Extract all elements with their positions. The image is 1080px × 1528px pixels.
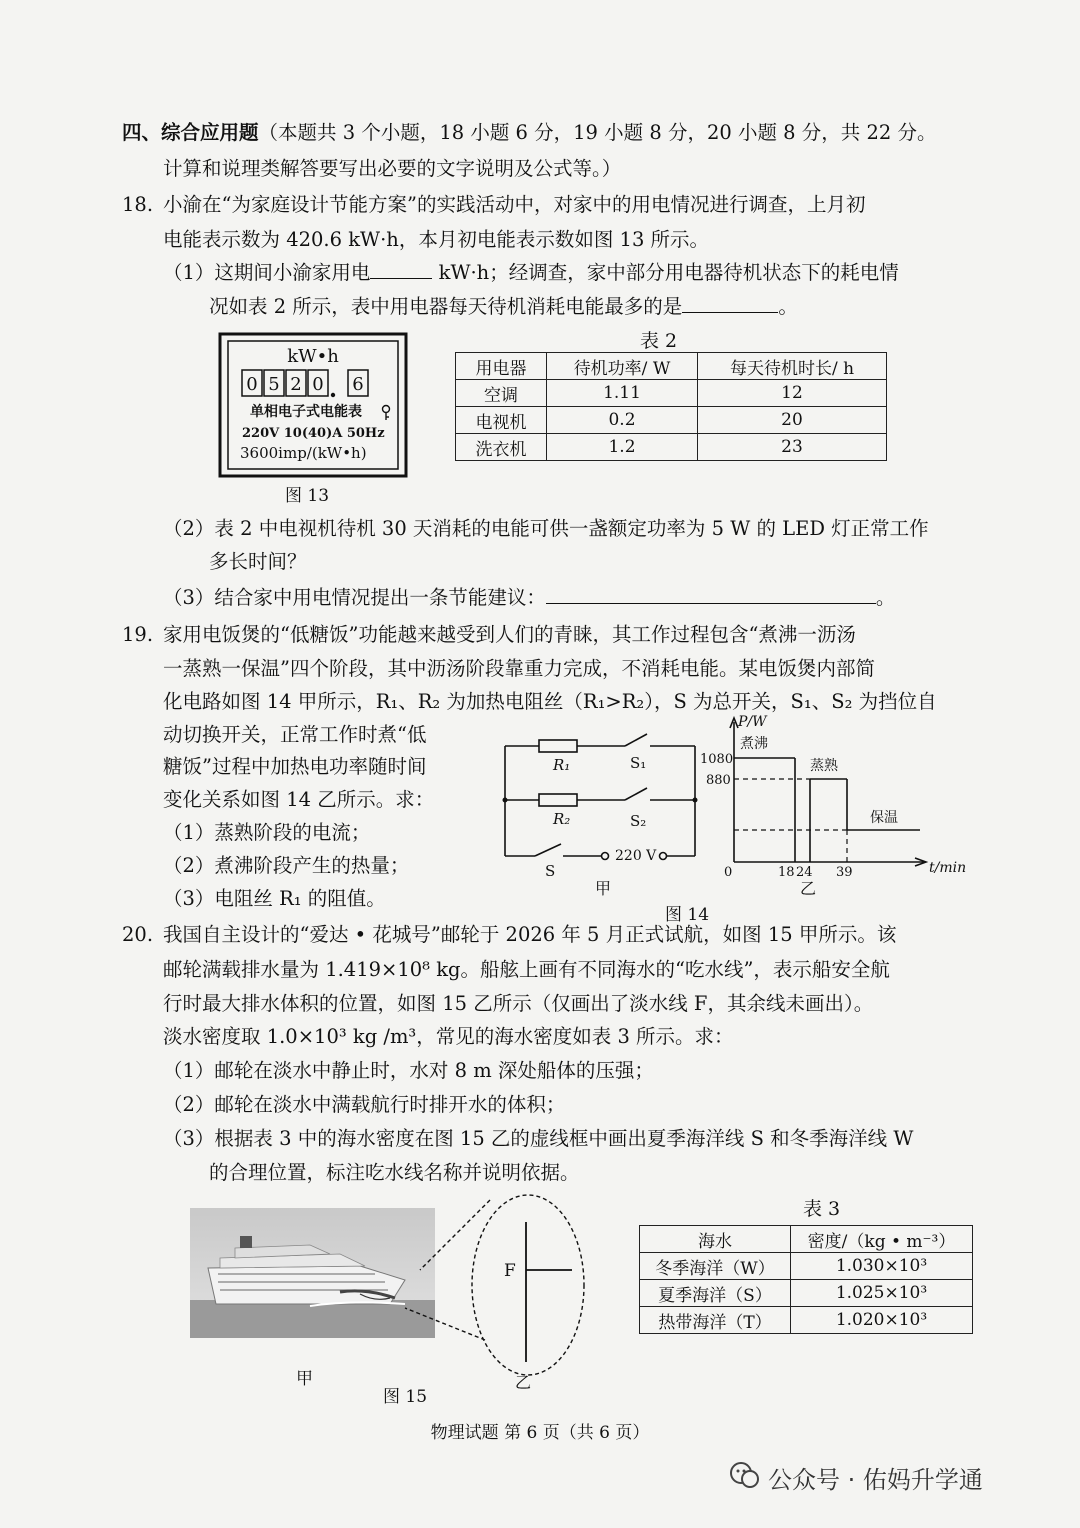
q19-line2: 一蒸熟一保温”四个阶段，其中沥汤阶段靠重力完成，不消耗电能。某电饭煲内部简 — [163, 657, 875, 680]
switch-s2 — [625, 788, 647, 800]
svg-text:880: 880 — [706, 773, 731, 788]
q20-line4: 淡水密度取 1.0×10³ kg /m³，常见的海水密度如表 3 所示。求： — [163, 1025, 734, 1048]
page-footer: 物理试题 第 6 页（共 6 页） — [430, 1423, 650, 1443]
answer-blank[interactable] — [370, 260, 432, 279]
meter-digits — [242, 370, 368, 397]
photo-sub-caption: 甲 — [296, 1369, 313, 1389]
svg-text:0: 0 — [246, 374, 258, 395]
svg-text:t/min: t/min — [929, 860, 967, 876]
q18-part2-cont: 多长时间？ — [209, 550, 307, 573]
table-row: 电视机 0.2 20 — [456, 407, 887, 434]
zoom-line — [420, 1200, 490, 1270]
svg-text:39: 39 — [836, 865, 853, 880]
svg-text:220 V: 220 V — [615, 848, 657, 864]
power-time-graph — [700, 712, 975, 898]
svg-text:R₂: R₂ — [553, 810, 571, 828]
table-row: 冬季海洋（W） 1.030×10³ — [640, 1253, 973, 1280]
svg-text:2: 2 — [290, 374, 302, 395]
table-2 — [455, 352, 887, 461]
q19-line3: 化电路如图 14 甲所示，R₁、R₂ 为加热电阻丝（R₁>R₂），S 为总开关，S₁、S₂ 为挡位自 — [163, 690, 937, 713]
switch-s1 — [625, 734, 647, 746]
q19-line6: 变化关系如图 14 乙所示。求： — [163, 788, 435, 811]
table-3-caption: 表 3 — [803, 1198, 841, 1220]
table-row: 洗衣机 1.2 23 — [456, 434, 887, 461]
q18-line2: 电能表示数为 420.6 kW·h，本月初电能表示数如图 13 所示。 — [163, 228, 710, 251]
resistor-r2 — [539, 794, 577, 806]
freshwater-line-label: F — [504, 1261, 516, 1281]
answer-blank[interactable] — [546, 585, 876, 604]
table-row: 空调 1.11 12 — [456, 380, 887, 407]
svg-text:甲: 甲 — [595, 879, 612, 896]
figure-13-caption: 图 13 — [285, 486, 330, 506]
q18-line1: 小渝在“为家庭设计节能方案”的实践活动中，对家中的用电情况进行调查，上月初 — [163, 193, 866, 216]
svg-text:S₂: S₂ — [630, 812, 647, 830]
svg-text:24: 24 — [796, 865, 813, 880]
svg-text:220V 10(40)A 50Hz: 220V 10(40)A 50Hz — [242, 426, 385, 441]
svg-text:乙: 乙 — [800, 879, 817, 898]
answer-blank[interactable] — [682, 294, 778, 313]
q18-number: 18. — [122, 193, 154, 216]
table-3 — [639, 1225, 973, 1334]
q20-line3: 行时最大排水体积的位置，如图 15 乙所示（仅画出了淡水线 F，其余线未画出）。 — [163, 992, 874, 1015]
q20-sub1: （1）邮轮在淡水中静止时，水对 8 m 深处船体的压强； — [163, 1059, 654, 1082]
section-intro: 计算和说理类解答要写出必要的文字说明及公式等。） — [163, 157, 622, 180]
svg-text:5: 5 — [268, 374, 280, 395]
zoom-line — [405, 1308, 485, 1340]
circuit-diagram — [495, 726, 705, 896]
svg-text:1080: 1080 — [700, 752, 734, 767]
q20-line1: 我国自主设计的“爱达 • 花城号”邮轮于 2026 年 5 月正式试航，如图 15 甲所示。该 — [163, 923, 897, 946]
q19-line4: 动切换开关，正常工作时煮“低 — [163, 723, 427, 746]
svg-text:煮沸: 煮沸 — [740, 736, 768, 752]
meter-unit: kW•h — [287, 346, 339, 367]
svg-text:蒸熟: 蒸熟 — [810, 758, 838, 774]
wechat-icon — [728, 1460, 762, 1490]
section-heading: 四、综合应用题（本题共 3 个小题，18 小题 6 分，19 小题 8 分，20 小题 8 分，共 22 分。 — [122, 121, 937, 144]
q18-part1-cont: 况如表 2 所示，表中用电器每天待机消耗电能最多的是 。 — [209, 295, 798, 318]
watermark-text: 公众号 · 佑妈升学通 — [768, 1466, 983, 1494]
table-header-row: 海水 密度/（kg • m⁻³） — [640, 1226, 973, 1253]
q18-part1: （1）这期间小渝家用电 kW·h；经调查，家中部分用电器待机状态下的耗电情 — [163, 261, 899, 284]
figure-15-caption: 图 15 — [383, 1387, 428, 1407]
svg-text:R₁: R₁ — [553, 756, 571, 774]
svg-text:保温: 保温 — [870, 810, 898, 826]
resistor-r1 — [539, 740, 577, 752]
svg-text:S₁: S₁ — [630, 754, 647, 772]
switch-s — [535, 844, 561, 856]
q20-sub3-cont: 的合理位置，标注吃水线名称并说明依据。 — [209, 1161, 580, 1184]
waterline-zoom-diagram — [360, 1190, 610, 1390]
q20-line2: 邮轮满载排水量为 1.419×10⁸ kg。船舷上画有不同海水的“吃水线”，表示船安全航 — [163, 958, 890, 981]
q19-sub2: （2）煮沸阶段产生的热量； — [163, 854, 410, 877]
svg-text:单相电子式电能表: 单相电子式电能表 — [250, 404, 362, 420]
q18-part3: （3）结合家中用电情况提出一条节能建议： 。 — [163, 586, 896, 609]
q20-number: 20. — [122, 923, 154, 946]
svg-text:0: 0 — [312, 374, 324, 395]
table-row: 夏季海洋（S） 1.025×10³ — [640, 1280, 973, 1307]
q19-line5: 糖饭”过程中加热电功率随时间 — [163, 755, 427, 778]
q18-part2: （2）表 2 中电视机待机 30 天消耗的电能可供一盏额定功率为 5 W 的 LED 灯正常工作 — [163, 517, 929, 540]
q20-sub2: （2）邮轮在淡水中满载航行时排开水的体积； — [163, 1093, 566, 1116]
meter-indicator-icon — [383, 406, 390, 421]
q19-number: 19. — [122, 623, 154, 646]
q19-sub3: （3）电阻丝 R₁ 的阻值。 — [163, 887, 386, 910]
svg-text:乙: 乙 — [515, 1373, 532, 1390]
table-2-caption: 表 2 — [640, 330, 678, 352]
svg-text:18: 18 — [778, 865, 795, 880]
svg-text:6: 6 — [352, 374, 364, 395]
q19-line1: 家用电饭煲的“低糖饭”功能越来越受到人们的青睐，其工作过程包含“煮沸一沥汤 — [163, 623, 856, 646]
svg-text:S: S — [545, 862, 556, 880]
table-header-row: 用电器 待机功率/ W 每天待机时长/ h — [456, 353, 887, 380]
table-row: 热带海洋（T） 1.020×10³ — [640, 1307, 973, 1334]
figure-14-caption: 图 14 — [665, 905, 710, 925]
svg-text:3600imp/(kW•h): 3600imp/(kW•h) — [240, 444, 367, 462]
q19-sub1: （1）蒸熟阶段的电流； — [163, 821, 371, 844]
svg-text:P/W: P/W — [738, 714, 767, 730]
electricity-meter-figure — [218, 332, 408, 478]
svg-text:0: 0 — [724, 865, 733, 880]
q20-sub3: （3）根据表 3 中的海水密度在图 15 乙的虚线框中画出夏季海洋线 S 和冬季海洋线 W — [163, 1127, 914, 1150]
